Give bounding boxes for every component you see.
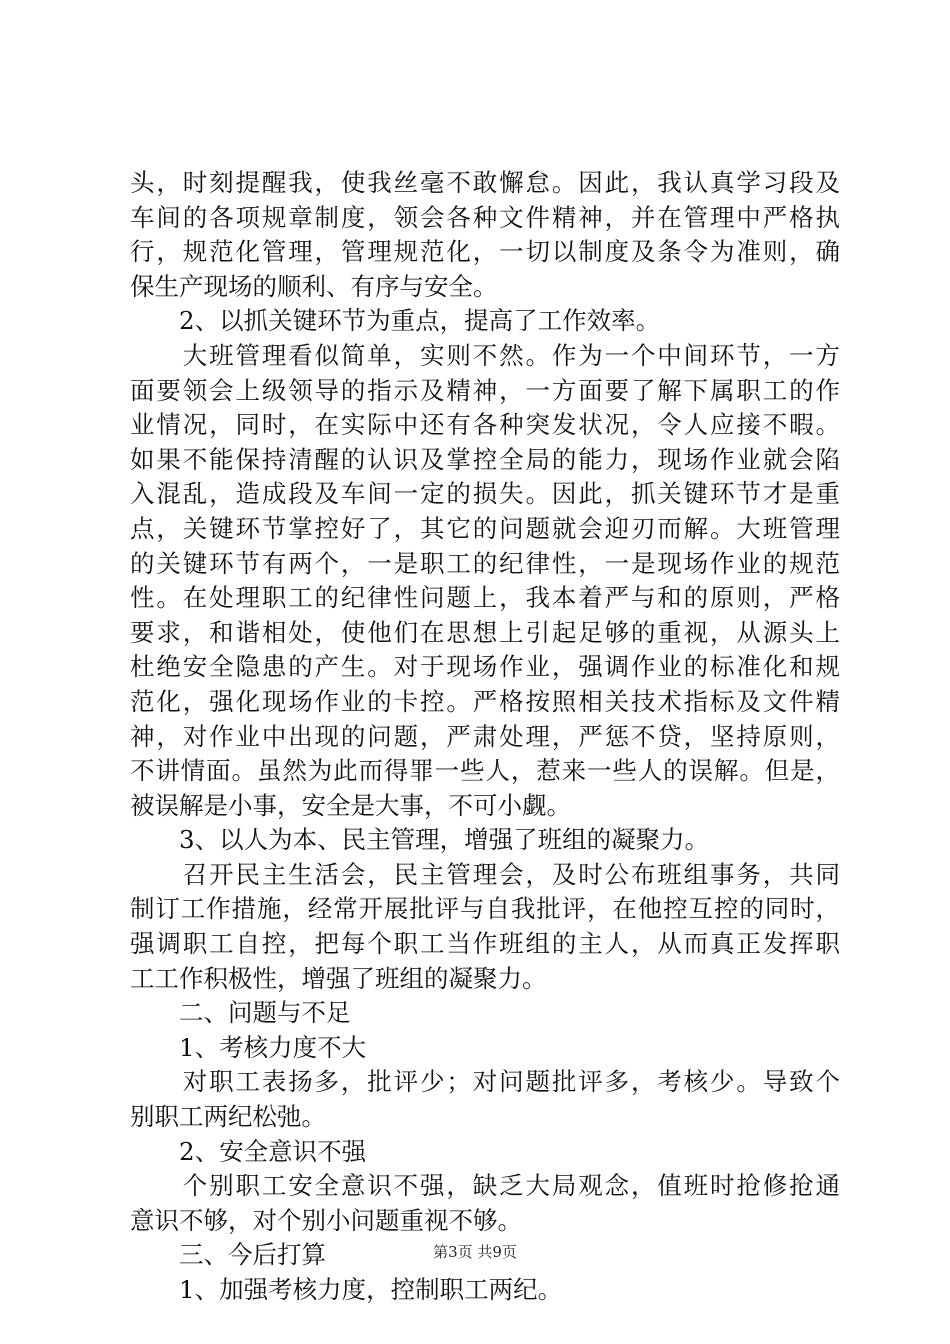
text-line: 神，对作业中出现的问题，严肃处理，严惩不贷，坚持原则， [130, 721, 840, 751]
text-line: 召开民主生活会，民主管理会，及时公布班组事务，共同 [130, 859, 840, 889]
text-line: 性。在处理职工的纪律性问题上，我本着严与和的原则，严格 [130, 583, 840, 613]
text-line: 强调职工自控，把每个职工当作班组的主人，从而真正发挥职 [130, 929, 840, 959]
section-heading: 1、加强考核力度，控制职工两纪。 [130, 1275, 563, 1304]
text-line: 保生产现场的顺利、有序与安全。 [130, 271, 498, 301]
text-line: 入混乱，造成段及车间一定的损失。因此，抓关键环节才是重 [130, 479, 840, 509]
text-line: 意识不够，对个别小问题重视不够。 [130, 1205, 522, 1235]
text-line: 点，关键环节掌控好了，其它的问题就会迎刃而解。大班管理 [130, 513, 840, 543]
section-heading: 3、以人为本、民主管理，增强了班组的凝聚力。 [130, 825, 710, 855]
section-heading: 2、以抓关键环节为重点，提高了工作效率。 [130, 306, 661, 336]
section-heading: 2、安全意识不强 [130, 1136, 367, 1166]
section-heading: 三、今后打算 [130, 1240, 326, 1270]
text-line: 制订工作措施，经常开展批评与自我批评，在他控互控的同时， [130, 894, 840, 924]
text-line: 头，时刻提醒我，使我丝毫不敢懈怠。因此，我认真学习段及 [130, 168, 840, 197]
text-line: 不讲情面。虽然为此而得罪一些人，惹来一些人的误解。但是， [130, 756, 840, 786]
section-heading: 二、问题与不足 [130, 998, 351, 1028]
text-line: 业情况，同时，在实际中还有各种突发状况，令人应接不暇。 [130, 410, 840, 440]
text-line: 大班管理看似简单，实则不然。作为一个中间环节，一方 [130, 340, 840, 370]
text-line: 面要领会上级领导的指示及精神，一方面要了解下属职工的作 [130, 375, 840, 405]
text-line: 的关键环节有两个，一是职工的纪律性，一是现场作业的规范 [130, 548, 840, 578]
text-line: 车间的各项规章制度，领会各种文件精神，并在管理中严格执 [130, 202, 840, 232]
document-body [130, 166, 840, 1308]
text-line: 要求，和谐相处，使他们在思想上引起足够的重视，从源头上 [130, 617, 840, 647]
page-footer: 第3页 共9页 [433, 1243, 517, 1261]
text-line: 如果不能保持清醒的认识及掌控全局的能力，现场作业就会陷 [130, 444, 840, 474]
text-line: 杜绝安全隐患的产生。对于现场作业，强调作业的标准化和规 [130, 652, 840, 682]
text-line: 行，规范化管理，管理规范化，一切以制度及条令为准则，确 [130, 237, 840, 267]
text-line: 范化，强化现场作业的卡控。严格按照相关技术指标及文件精 [130, 686, 840, 716]
text-line: 对职工表扬多，批评少；对问题批评多，考核少。导致个 [130, 1067, 840, 1097]
text-line: 个别职工安全意识不强，缺乏大局观念，值班时抢修抢通 [130, 1171, 840, 1201]
text-line: 别职工两纪松弛。 [130, 1102, 326, 1132]
text-line: 被误解是小事，安全是大事，不可小觑。 [130, 790, 571, 820]
section-heading: 1、考核力度不大 [130, 1032, 367, 1062]
text-line: 工工作积极性，增强了班组的凝聚力。 [130, 963, 547, 993]
